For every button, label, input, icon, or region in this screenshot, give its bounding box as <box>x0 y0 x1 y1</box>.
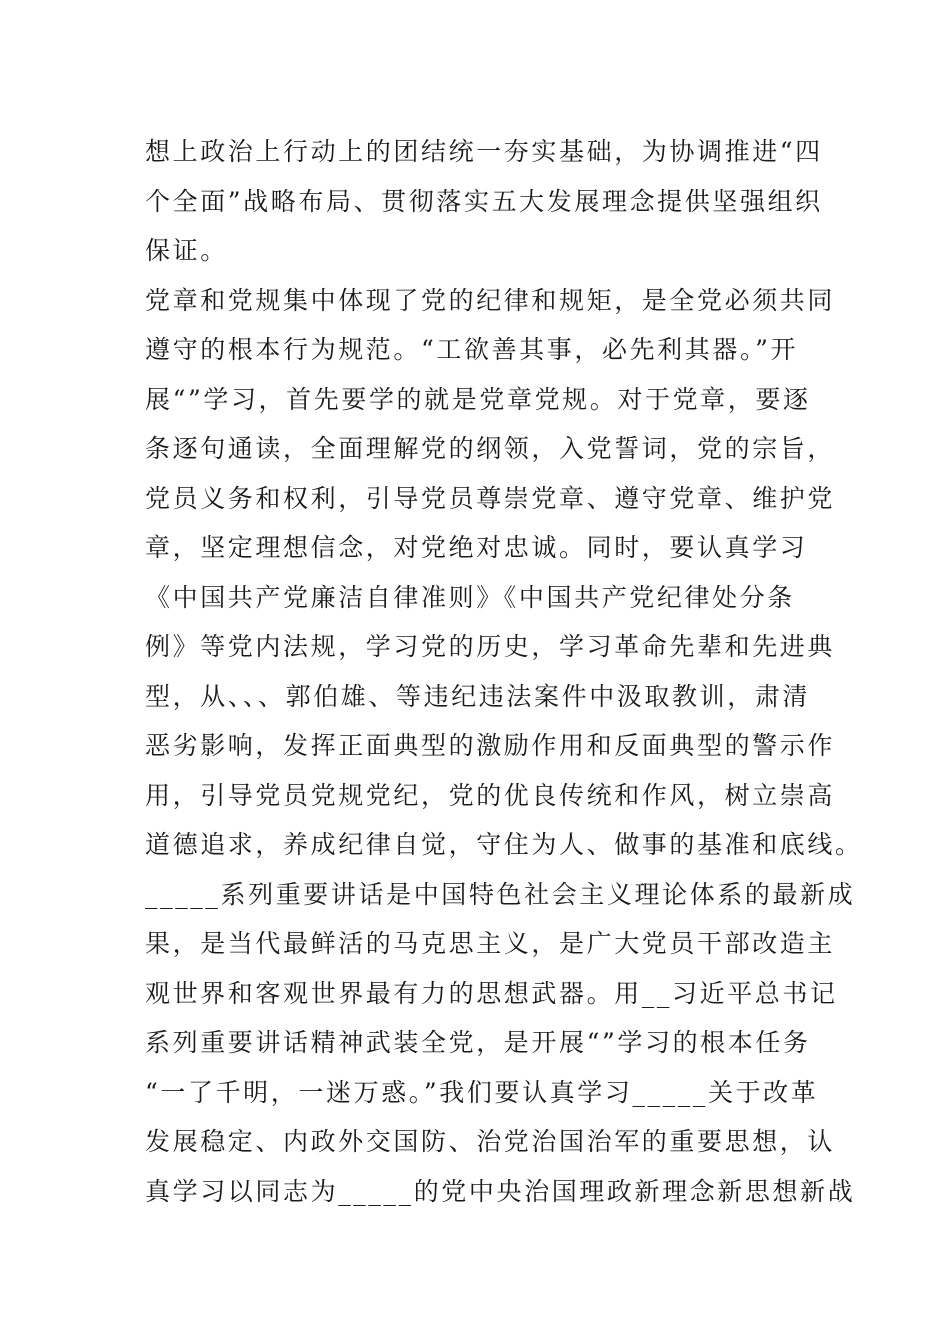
text-line: 保证。 <box>145 236 228 265</box>
text-line: _____系列重要讲话是中国特色社会主义理论体系的最新成 <box>145 879 856 909</box>
text-line: 发展稳定、内政外交国防、治党治国治军的重要思想，认 <box>145 1127 836 1156</box>
text-line: 章，坚定理想信念，对党绝对忠诚。同时，要认真学习 <box>145 533 808 562</box>
text-line: 真学习以同志为_____的党中央治国理政新理念新思想新战 <box>145 1176 856 1206</box>
text-line: 党章和党规集中体现了党的纪律和规矩，是全党必须共同 <box>145 285 836 315</box>
text-line: 《中国共产党廉洁自律准则》《中国共产党纪律处分条 <box>145 582 795 612</box>
text-line: 个全面”战略布局、贯彻落实五大发展理念提供坚强组织 <box>145 186 823 216</box>
text-line: 恶劣影响，发挥正面典型的激励作用和反面典型的警示作 <box>145 731 836 760</box>
body-text <box>145 127 863 1216</box>
text-line: 党员义务和权利，引导党员尊崇党章、遵守党章、维护党 <box>145 483 836 513</box>
text-line: 型，从、、、郭伯雄、等违纪违法案件中汲取教训，肃清 <box>145 681 811 711</box>
text-line: 果，是当代最鲜活的马克思主义，是广大党员干部改造主 <box>145 929 836 958</box>
text-line: 想上政治上行动上的团结统一夯实基础，为协调推进“四 <box>145 137 823 166</box>
text-line: 系列重要讲话精神武装全党，是开展“”学习的根本任务 <box>145 1028 811 1057</box>
text-line: 遵守的根本行为规范。“工欲善其事，必先利其器。”开 <box>145 335 799 364</box>
text-line: 条逐句通读，全面理解党的纲领，入党誓词，党的宗旨， <box>145 434 836 463</box>
text-line: 例》等党内法规，学习党的历史，学习革命先辈和先进典 <box>145 632 836 661</box>
text-line: 用，引导党员党规党纪，党的优良传统和作风，树立崇高 <box>145 780 836 810</box>
text-line: “一了千明，一迷万惑。”我们要认真学习_____关于改革 <box>145 1077 819 1107</box>
text-line: 道德追求，养成纪律自觉，守住为人、做事的基准和底线。 <box>145 830 863 859</box>
text-line: 展“”学习，首先要学的就是党章党规。对于党章，要逐 <box>145 384 811 414</box>
text-line: 观世界和客观世界最有力的思想武器。用__习近平总书记 <box>145 978 838 1008</box>
